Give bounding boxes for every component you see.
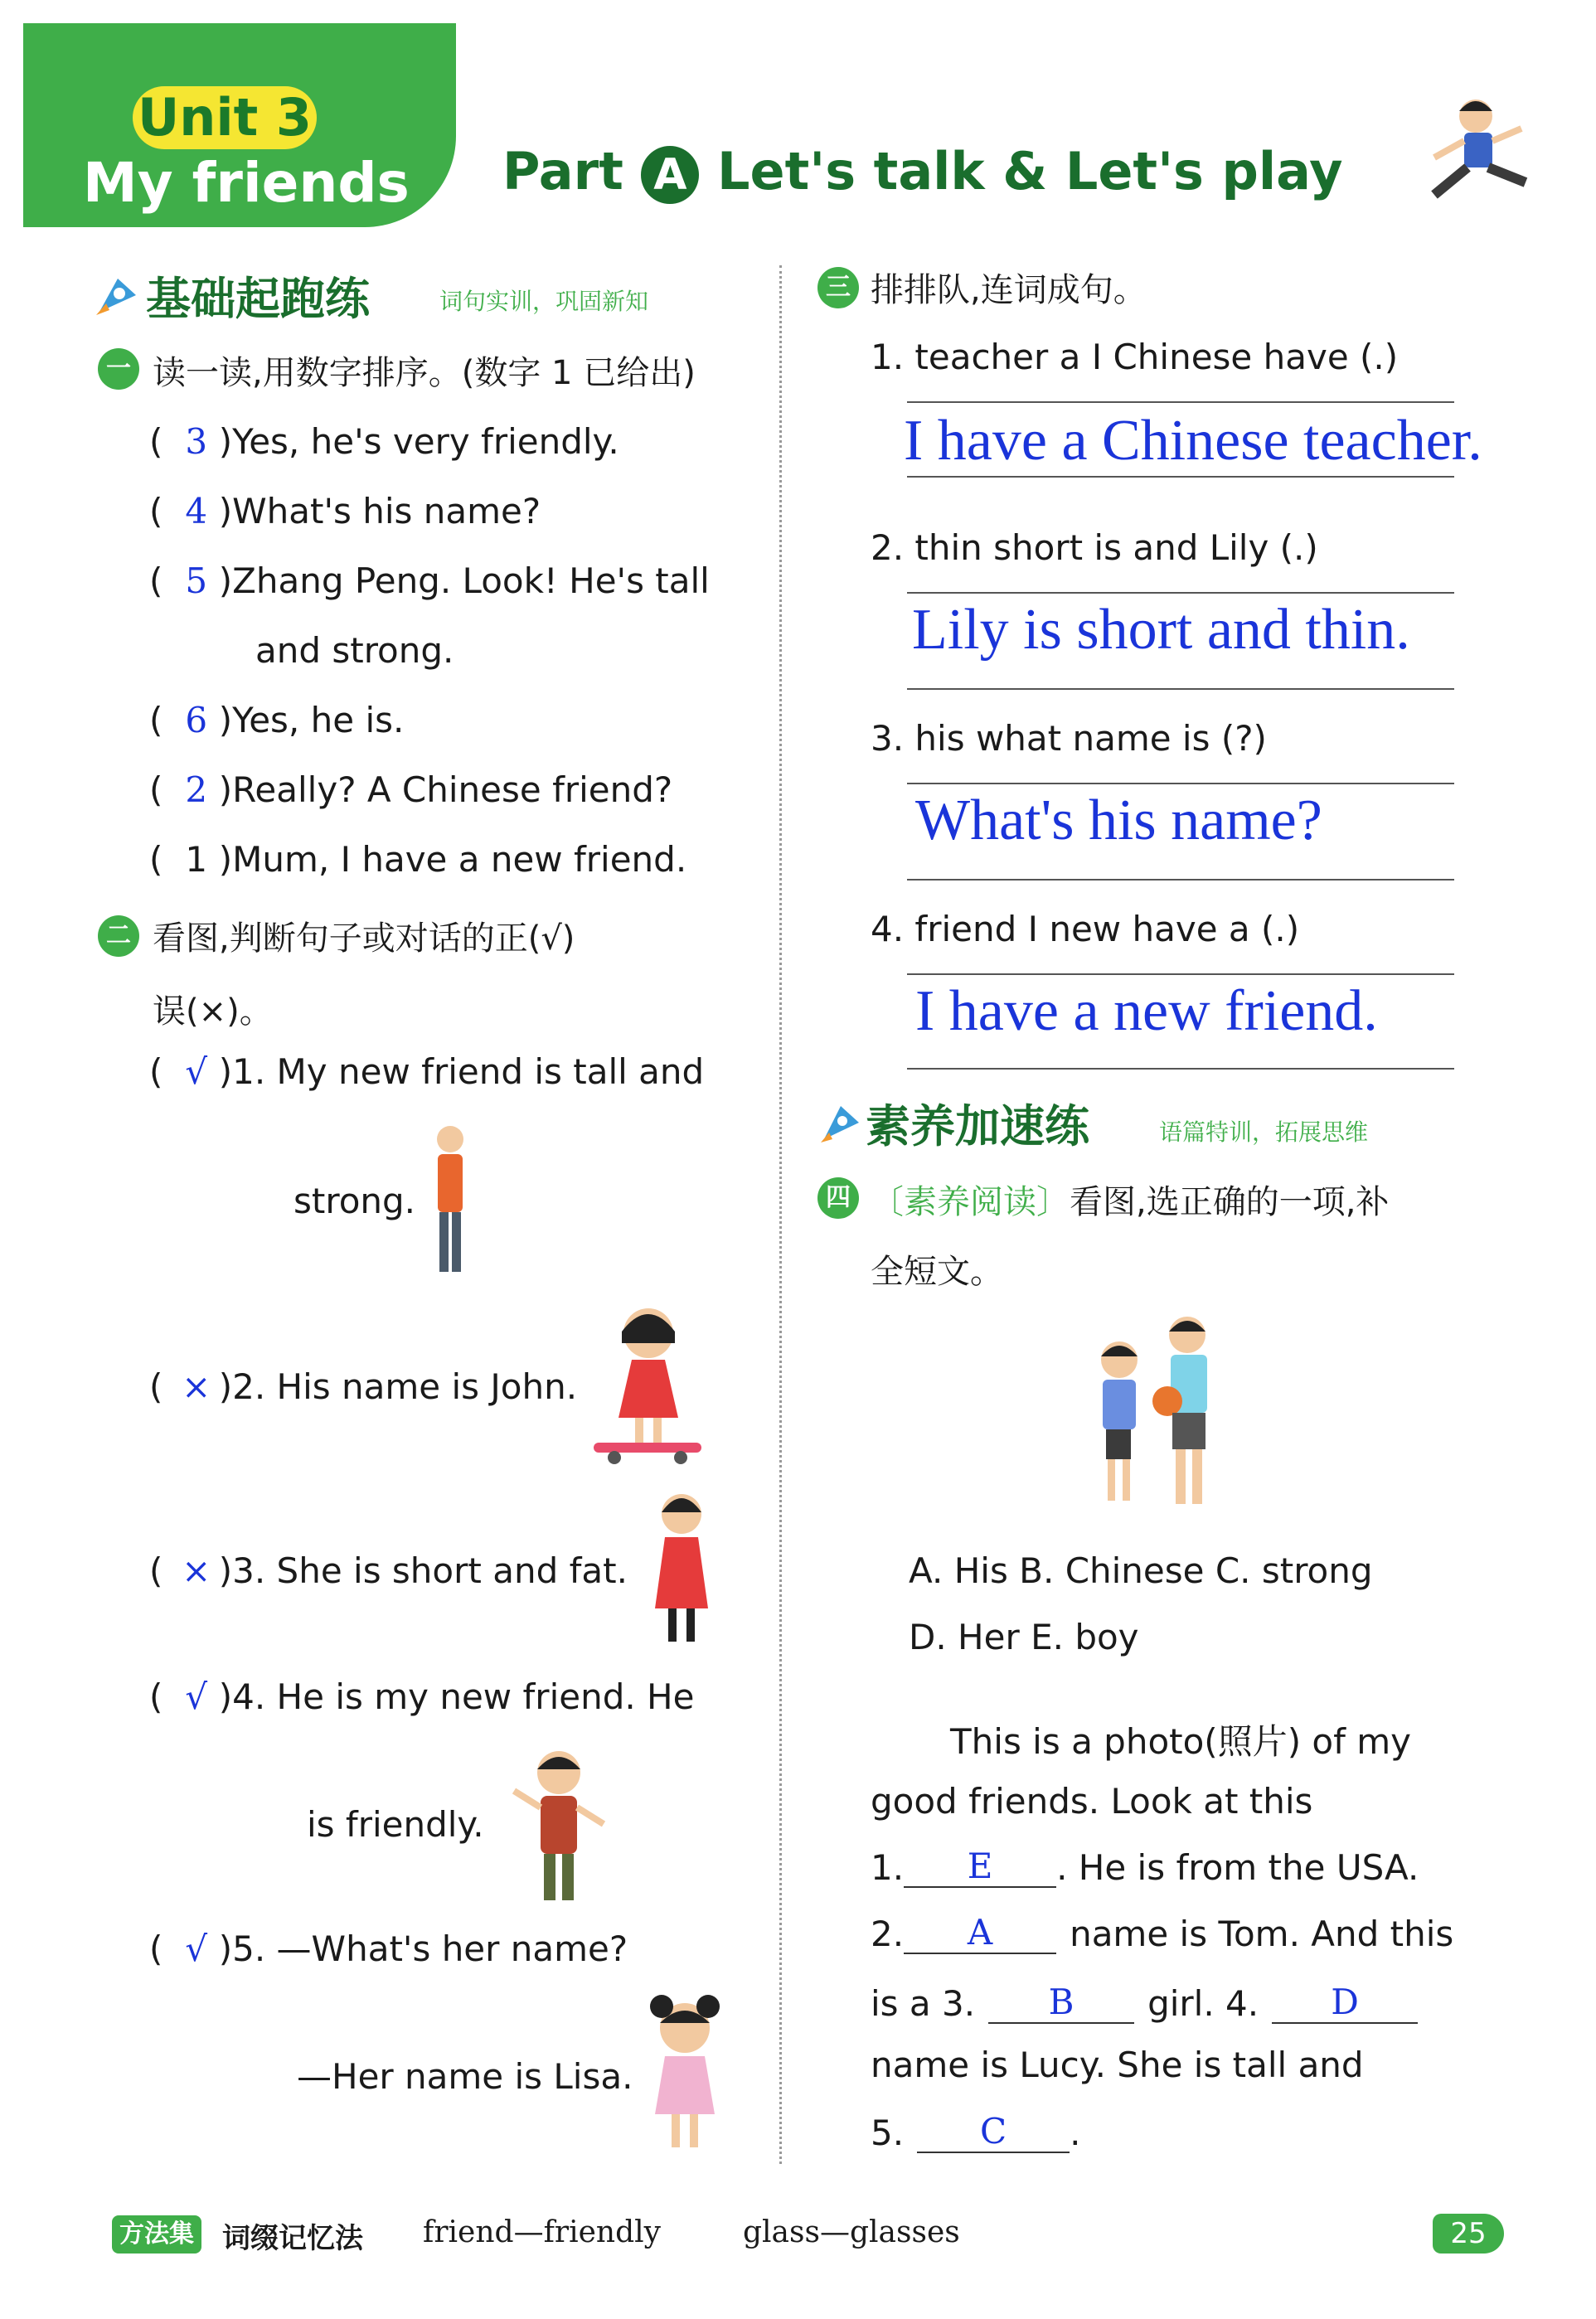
passage-line: This is a photo(照片) of my [950,1721,1412,1762]
order-item: ( 2 )Really? A Chinese friend? [149,769,673,810]
question-title-2: 看图,判断句子或对话的正(√) [153,919,575,958]
scramble-prompt: 1. teacher a I Chinese have (.) [871,337,1399,377]
writing-line [907,592,1454,594]
scramble-answer: What's his name? [915,788,1322,852]
section-note-basic: 词句实训，巩固新知 [439,288,649,315]
girl-skateboard-illustration [585,1302,710,1468]
unit-subtitle: My friends [83,151,410,215]
passage-blank-line: 5. C . [871,2111,1081,2153]
scramble-answer: I have a new friend. [915,979,1378,1043]
writing-line [907,1068,1454,1070]
running-boy-illustration [1409,91,1542,207]
writing-line [907,688,1454,690]
passage-line: name is Lucy. She is tall and [871,2045,1364,2085]
passage-blank-line: is a 3. B girl. 4. D [871,1982,1418,2024]
judge-item: ( √ )5. —What's her name? [149,1928,628,1969]
part-title [502,141,1343,204]
method-example-2: glass—glasses [743,2215,960,2249]
judge-item: ( × )3. She is short and fat. [149,1550,628,1591]
order-item-continued: and strong. [255,630,454,671]
order-item: ( 3 )Yes, he's very friendly. [149,421,619,462]
passage-blank-line: 1. E . He is from the USA. [871,1846,1419,1888]
question-number-1: 一 [98,348,139,390]
writing-line [907,879,1454,881]
order-item: ( 6 )Yes, he is. [149,700,405,740]
two-friends-illustration [1078,1310,1260,1517]
part-title-text: Let's talk & Let's play [717,141,1343,201]
order-item: ( 5 )Zhang Peng. Look! He's tall [149,560,710,601]
judge-item-cont: —Her name is Lisa. [297,2056,633,2097]
question-title-4-cont: 全短文。 [871,1253,1003,1291]
order-item: ( 4 )What's his name? [149,491,541,531]
friendly-boy-illustration [506,1741,614,1907]
method-example-1: friend—friendly [423,2215,662,2249]
judge-item: ( √ )4. He is my new friend. He [149,1676,695,1717]
scramble-answer: I have a Chinese teacher. [904,409,1482,473]
section-title-basic: 基础起跑练 [146,273,370,325]
judge-item: ( √ )1. My new friend is tall and [149,1051,705,1092]
options-line: A. His B. Chinese C. strong [909,1550,1373,1591]
section-title-literacy: 素养加速练 [866,1100,1089,1152]
unit-label: Unit 3 [133,86,317,149]
scramble-prompt: 3. his what name is (?) [871,718,1267,759]
writing-line [907,973,1454,975]
part-letter: A [641,146,699,204]
question-title-1: 读一读,用数字排序。(数字 1 已给出) [153,354,696,392]
question-title-3: 排排队,连词成句。 [871,271,1147,309]
girl-lisa-illustration [632,1990,740,2156]
scramble-prompt: 4. friend I new have a (.) [871,909,1300,949]
question-number-2: 二 [98,915,139,957]
rocket-icon [93,270,144,318]
section-note-literacy: 语篇特训，拓展思维 [1159,1118,1369,1146]
method-title: 词缀记忆法 [222,2222,363,2255]
question-title-2-cont: 误(×)。 [153,992,273,1031]
question-number-3: 三 [817,267,859,308]
judge-item: ( × )2. His name is John. [149,1366,578,1407]
column-divider [779,265,782,2164]
question-title-4: 〔素养阅读〕看图,选正确的一项,补 [871,1183,1390,1221]
writing-line [907,401,1454,403]
writing-line [907,783,1454,784]
tall-boy-illustration [421,1121,479,1278]
scramble-prompt: 2. thin short is and Lily (.) [871,527,1318,568]
passage-blank-line: 2. A name is Tom. And this [871,1912,1454,1954]
order-item: ( 1 )Mum, I have a new friend. [149,839,687,880]
part-prefix: Part [502,141,623,201]
judge-item-cont: is friendly. [307,1804,484,1845]
method-badge: 方法集 [112,2215,201,2254]
options-line: D. Her E. boy [909,1617,1139,1657]
scramble-answer: Lily is short and thin. [912,598,1410,662]
rocket-icon [817,1099,864,1146]
writing-line [907,476,1454,478]
passage-line: good friends. Look at this [871,1781,1313,1822]
judge-item-cont: strong. [293,1181,416,1221]
question-number-4: 四 [817,1177,859,1219]
girl-red-coat-illustration [640,1484,723,1650]
page-number: 25 [1433,2214,1504,2254]
